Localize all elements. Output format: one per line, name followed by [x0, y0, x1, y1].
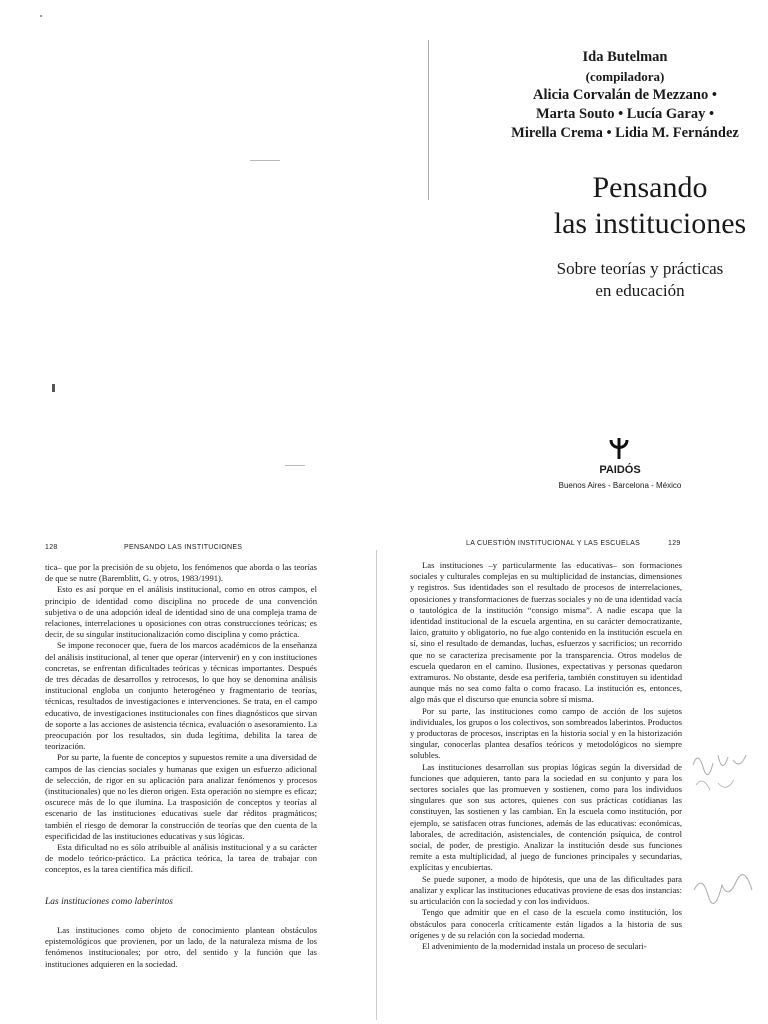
book-title	[550, 170, 750, 242]
paidos-logo-icon	[607, 436, 631, 460]
paragraph: Se impone reconocer que, fuera de los marcos académicos de la enseñanza del análisis institucional, al tener que operar (intervenir) en y con instituciones concretas, se enfrentan dificultades teóricas y técnicas importantes. Después de tres décadas de desarrollos y retrocesos, lo que hoy se denomina análisis institucional engloba un conjunto heterogéneo y fragmentario de teorías, técnicas, resultados de investigaciones e intervenciones. Se trata, en el campo educativo, de investigaciones institucionales con fines diagnósticos que sirvan de soporte a las acciones de asistencia técnica, evaluación o asesoramiento. La preocupación por los resultados, sin duda legítima, debilita la tarea de teorización.	[45, 640, 317, 752]
left-running-head: PENSANDO LAS INSTITUCIONES	[124, 544, 243, 551]
subtitle-line: Sobre teorías y prácticas	[556, 259, 724, 278]
paragraph: Las instituciones –y particularmente las educativas– son formaciones sociales y culturales complejas en su multiplicidad de instancias, dimensiones y registros. Sus identidades son el resultado de procesos de interrelaciones, oposiciones y transformaciones de fuerzas sociales y no de una identidad vacía o tautológica de la institución “consigo misma”. A nadie escapa que la identidad institucional de la escuela argentina, en su carácter democratizante, laico, gratuito y obligatorio, no fue algo contenido en la institución escuela en sí, sino el resultado de demandas, luchas, esfuerzos y sacrificios; un recorrido que no se caracteriza precisamente por la transparencia. Otros modelos de escuela quedaron en el camino. Ilusiones, expectativas y personas quedaron extramuros. No obstante, desde esa periferia, también constituyen su identidad aunque más no sea como falta o como fracaso. La institución es, entonces, algo más que el discurso que enuncia sobre sí misma.	[410, 560, 682, 705]
handwritten-margin-note	[688, 745, 758, 805]
page-128	[45, 562, 317, 970]
paragraph: Por su parte, la fuente de conceptos y supuestos remite a una diversidad de campos de las ciencias sociales y humanas que exigen un esfuerzo adicional de selección, de rigor en su aplicación para analizar fenómenos y procesos (institucionales) que no les dieron origen. Esta operación no siempre es eficaz; oscurece más de lo que ilumina. La trasposición de conceptos y teorías al escenario de las instituciones educativas suele dar réditos pragmáticos; también el riesgo de demorar la construcción de teorías que den cuenta de la especificidad de las instituciones educativas y sus lógicas.	[45, 752, 317, 841]
paragraph: Las instituciones como objeto de conocimiento plantean obstáculos epistemológicos que provienen, por un lado, de la naturaleza misma de los fenómenos institucionales; por otro, del sentido y la función que las instituciones adquieren en la sociedad.	[45, 924, 317, 969]
subtitle-line: en educación	[595, 281, 685, 300]
speck	[52, 384, 55, 392]
paragraph: Se puede suponer, a modo de hipótesis, que una de las dificultades para analizar y explicar las instituciones educativas proviene de esas dos instancias: su articulación con la sociedad y con los individuos.	[410, 873, 682, 907]
left-page-number: 128	[45, 544, 58, 551]
paragraph: Esto es así porque en el análisis institucional, como en otros campos, el principio de identidad como disciplina no procede de una convención subjetiva o de una adopción ideal de identidad sino de una compleja trama de relaciones, interrelaciones u oposiciones con otras construcciones teóricas; es decir, de su singular institucionalización como disciplina y como práctica.	[45, 584, 317, 640]
author-line: Alicia Corvalán de Mezzano •	[533, 87, 717, 103]
page-fold-line	[376, 550, 377, 1020]
paragraph: Las instituciones desarrollan sus propias lógicas según la diversidad de funciones que adquieren, tanto para la sociedad en su conjunto y para los sectores sociales que las promueven y sostienen, como para los individuos singulares que son sus actores, quienes con sus prácticas cotidianas las constituyen, las sostienen y las cambian. En la escuela como institución, por ejemplo, se satisfacen otras funciones, además de las educativas: económicas, laborales, de acreditación, asistenciales, de contención psíquica, de control social, de poder, de prestigio. Analizar la institución desde sus funciones remite a esta multiplicidad, al juego de funciones principales y secundarias, explícitas y encubiertas.	[410, 761, 682, 873]
publisher-cities: Buenos Aires - Barcelona - México	[558, 481, 682, 490]
paragraph: Por su parte, las instituciones como campo de acción de los sujetos individuales, los grupos o los colectivos, son sombreados laberintos. Productos y productoras de procesos, inscriptas en la historia social y en la historización singular, conocerlas plantea desafíos teóricos y metodológicos no siempre solubles.	[410, 705, 682, 761]
cover-spread	[0, 0, 768, 510]
page-129	[410, 560, 682, 952]
section-heading: Las instituciones como laberintos	[45, 896, 173, 907]
paragraph: Tengo que admitir que en el caso de la escuela como institución, los obstáculos para conocerla críticamente están ligados a la historia de sus orígenes y de su relación con la sociedad moderna.	[410, 907, 682, 940]
book-cover	[430, 0, 768, 510]
text-spread	[0, 510, 768, 1024]
title-line: las instituciones	[553, 207, 747, 240]
book-subtitle	[520, 258, 760, 302]
paragraph: tica– que por la precisión de su objeto, los fenómenos que aborda o las teorías de que se nutre (Baremblitt, G. y otros, 1983/1991).	[45, 562, 317, 584]
publisher-name: PAIDÓS	[599, 464, 641, 476]
title-line: Pensando	[592, 171, 708, 204]
speck	[250, 160, 280, 161]
paragraph: El advenimiento de la modernidad instala un proceso de seculari-	[422, 940, 647, 951]
author-line: Mirella Crema • Lidia M. Fernández	[511, 125, 739, 141]
page-fold-line	[428, 40, 429, 200]
right-page-number: 129	[668, 540, 681, 547]
speck	[285, 465, 305, 466]
editor-role: (compiladora)	[585, 69, 665, 84]
speck	[40, 15, 42, 17]
editor-name: Ida Butelman	[582, 49, 668, 65]
author-block	[490, 48, 760, 143]
right-running-head: LA CUESTIÓN INSTITUCIONAL Y LAS ESCUELAS	[466, 540, 641, 547]
author-line: Marta Souto • Lucía Garay •	[535, 106, 715, 122]
handwritten-margin-note	[690, 870, 760, 910]
paragraph: Esta dificultad no es sólo atribuible al análisis institucional y a su carácter de modelo teórico-práctico. La práctica teórica, la tarea de trabajar con conceptos, es la tarea científica más difícil.	[45, 842, 317, 875]
